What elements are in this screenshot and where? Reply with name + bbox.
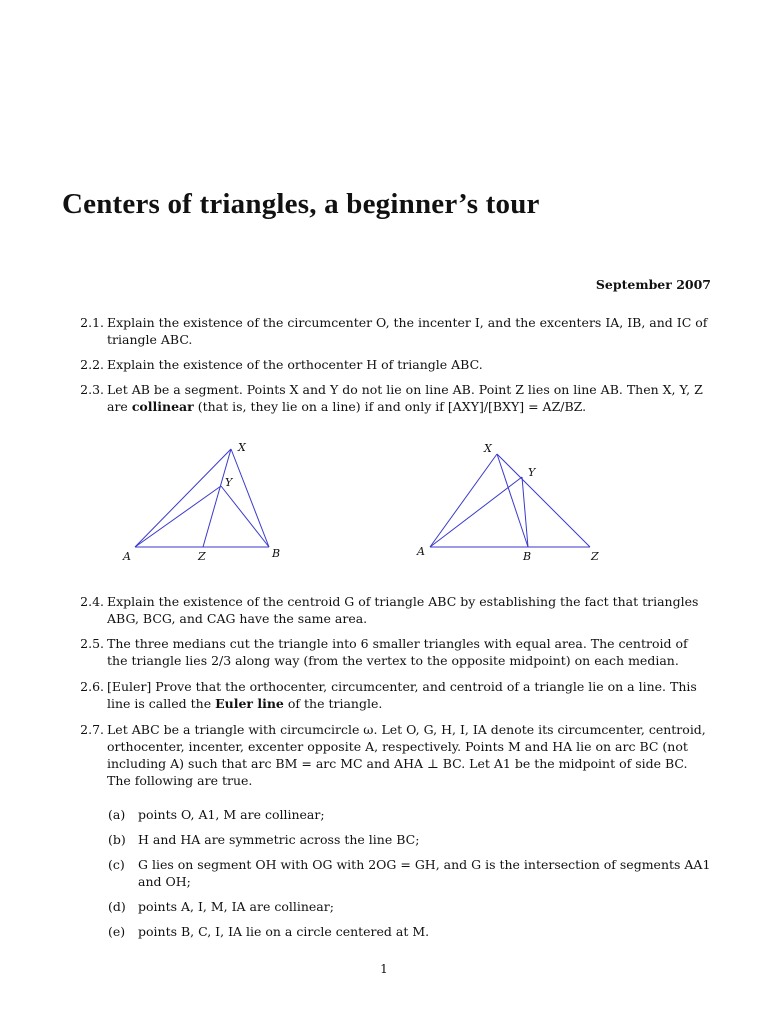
problem-2-6 [76,678,712,712]
problem-text-part: of the triangle. [287,696,383,711]
subitem-label: (c) [108,857,125,872]
subitem-label: (d) [108,899,126,914]
problem-text-part: (that is, they lie on a line) if and only if [AXY]/[BXY] = AZ/BZ. [197,399,587,414]
subitem-text: points B, C, I, IA lie on a circle centered at M. [138,924,430,939]
problem-text-part: [Euler] Prove that the orthocenter, circumcenter, and centroid of a triangle lie on a line. This line is called the [107,679,697,711]
label-z: Z [591,550,599,563]
problem-number: 2.4. [80,594,104,609]
problem-number: 2.3. [80,382,104,397]
problem-text-part: Let AB be a segment. Points X and Y do not lie on line AB. Point Z lies on line AB. Then X, Y, Z are [107,382,703,414]
problem-text: Explain the existence of the circumcenter O, the incenter I, and the excenters IA, IB, and IC of triangle ABC. [107,315,708,347]
figure-collinear-right [410,438,610,566]
segment-xz [497,454,590,547]
label-a: A [123,550,131,563]
problem-2-3 [76,381,712,415]
subitem-label: (a) [108,807,126,822]
problem-text: Explain the existence of the centroid G of triangle ABC by establishing the fact that triangles ABG, BCG, and CAG have the same area. [107,594,699,626]
page-title: Centers of triangles, a beginner’s tour [62,188,540,220]
segment-xb [231,449,269,547]
problem-2-4 [76,593,712,627]
figure-collinear-left [115,438,295,566]
subitem-label: (e) [108,924,126,939]
label-x: X [484,442,492,455]
label-b: B [523,550,532,563]
term-collinear: collinear [131,399,194,414]
term-euler-line: Euler line [215,696,284,711]
label-b: B [272,547,281,560]
label-y: Y [225,476,233,489]
label-x: X [238,441,246,454]
page-number: 1 [380,962,388,976]
problem-text [107,678,712,712]
problem-number: 2.5. [80,636,104,651]
problem-text: Explain the existence of the orthocenter H of triangle ABC. [107,357,483,372]
problem-text: The three medians cut the triangle into 6 smaller triangles with equal area. The centroid of the triangle lies 2/3 along way (from the vertex to the opposite midpoint) on each median. [107,636,688,668]
problem-2-7 [76,721,712,789]
problem-2-1 [76,314,712,348]
subitem-d [108,898,712,915]
label-y: Y [528,466,536,479]
label-a: A [417,545,425,558]
subitem-text: points A, I, M, IA are collinear; [138,899,334,914]
date-line: September 2007 [595,277,711,292]
subitem-text: points O, A1, M are collinear; [138,807,325,822]
segment-ay [135,486,221,547]
problem-2-2 [76,356,712,373]
subitem-c [108,856,712,890]
problem-number: 2.7. [80,722,104,737]
segment-yb [221,486,269,547]
segment-xb [497,454,528,547]
problem-number: 2.1. [80,315,104,330]
problem-number: 2.6. [80,679,104,694]
subitem-text: H and HA are symmetric across the line BC; [138,832,420,847]
subitem-b [108,831,712,848]
subitem-a [108,806,712,823]
subitem-e [108,923,712,940]
subitem-text: G lies on segment OH with OG with 2OG = GH, and G is the intersection of segments AA1 and OH; [138,857,711,889]
problem-number: 2.2. [80,357,104,372]
problem-text: Let ABC be a triangle with circumcircle ω. Let O, G, H, I, IA denote its circumcenter, centroid, orthocenter, incenter, excenter opposite A, respectively. Points M and HA lie on arc BC (not including A) such that arc BM = arc MC and AHA ⊥ BC. Let A1 be the midpoint of side BC. The following are true. [107,722,706,788]
label-z: Z [198,550,206,563]
problem-text [107,381,712,415]
segment-ay [430,477,522,547]
subitem-label: (b) [108,832,126,847]
problem-2-5 [76,635,712,669]
segment-ax [430,454,497,547]
